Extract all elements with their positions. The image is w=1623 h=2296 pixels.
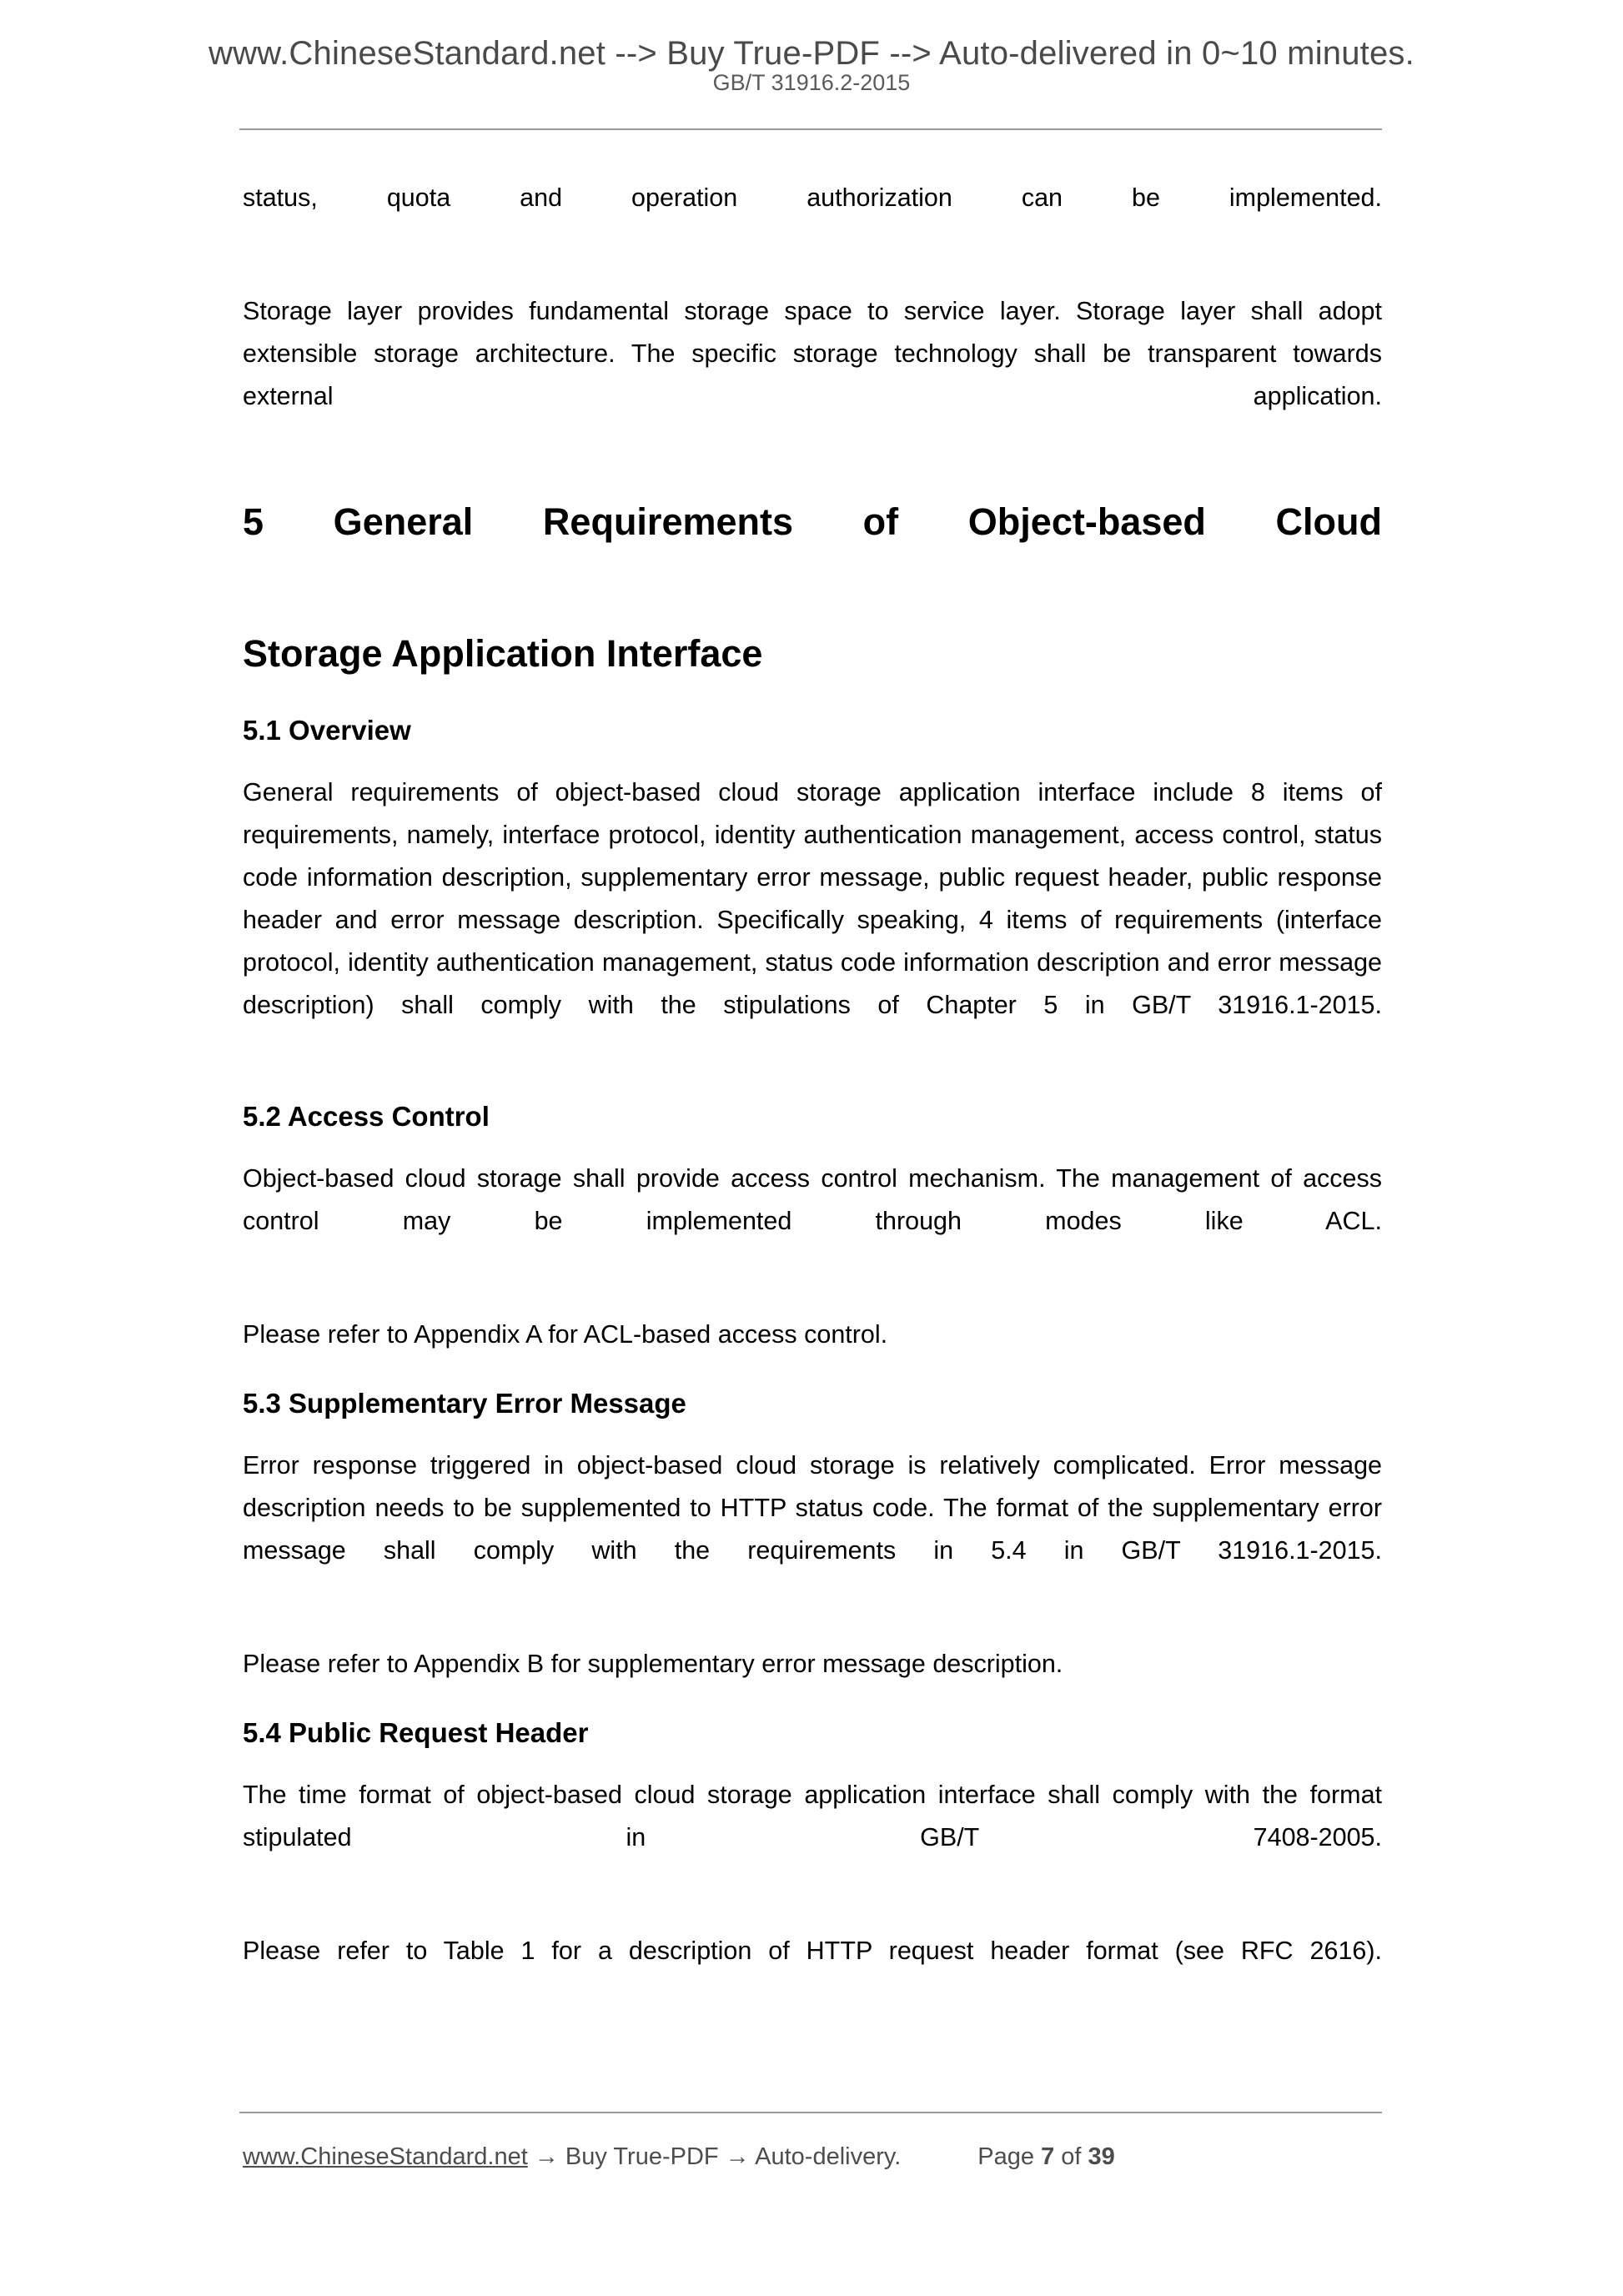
heading-5-1-overview: 5.1 Overview xyxy=(243,715,411,746)
of-label: of xyxy=(1061,2143,1082,2170)
footer-arrow-2-icon: → xyxy=(718,2143,756,2170)
watermark-header xyxy=(0,37,1623,94)
heading-5-3-supplementary-error-message: 5.3 Supplementary Error Message xyxy=(243,1388,686,1419)
paragraph-5-3-appendix-b: Please refer to Appendix B for supplementary error message description. xyxy=(243,1650,1063,1678)
paragraph-5-3-error-response: Error response triggered in object-based cloud storage is relatively complicated. Error message description needs to be supplemented to HTTP status code. The format of the supplementary error message shall comply with the requirements in 5.4 in GB/T 31916.1-2015. xyxy=(243,1451,1382,1565)
paragraph-5-2-access-control: Object-based cloud storage shall provide access control mechanism. The management of access control may be implemented through modes like ACL. xyxy=(243,1164,1382,1235)
footer-delivery-label: Auto-delivery. xyxy=(755,2143,902,2170)
footer-arrow-1-icon: → xyxy=(527,2143,565,2170)
footer-promo xyxy=(243,2143,901,2171)
heading-5-2-access-control: 5.2 Access Control xyxy=(243,1101,490,1132)
chapter-5-title xyxy=(243,489,1382,686)
page-indicator xyxy=(977,2143,1115,2171)
chapter-5-title-line1: 5 General Requirements of Object-based Cloud xyxy=(243,500,1382,543)
paragraph-5-2-appendix-a: Please refer to Appendix A for ACL-based access control. xyxy=(243,1320,888,1349)
footer-buy-label: Buy True-PDF xyxy=(565,2143,719,2170)
footer-divider-rule xyxy=(239,2112,1382,2113)
watermark-promo-text: www.ChineseStandard.net --> Buy True-PDF --> Auto-delivered in 0~10 minutes. xyxy=(209,35,1414,72)
footer-site-link[interactable]: www.ChineseStandard.net xyxy=(243,2143,528,2170)
page-number: 7 xyxy=(1041,2143,1055,2170)
paragraph-5-4-table-1: Please refer to Table 1 for a description of HTTP request header format (see RFC 2616). xyxy=(243,1937,1382,1965)
standard-number-header: GB/T 31916.2-2015 xyxy=(712,70,911,95)
page-total: 39 xyxy=(1088,2143,1115,2170)
paragraph-storage-layer: Storage layer provides fundamental storage space to service layer. Storage layer shall adopt extensible storage architecture. The specific storage technology shall be transparent towards external application. xyxy=(243,297,1382,410)
document-content xyxy=(243,177,1382,2043)
page-footer xyxy=(243,2143,1382,2171)
paragraph-5-4-time-format: The time format of object-based cloud storage application interface shall comply with the format stipulated in GB/T 7408-2005. xyxy=(243,1781,1382,1851)
paragraph-status-quota: status, quota and operation authorization can be implemented. xyxy=(243,183,1382,212)
chapter-5-title-line2: Storage Application Interface xyxy=(243,632,763,675)
page-label: Page xyxy=(977,2143,1035,2170)
heading-5-4-public-request-header: 5.4 Public Request Header xyxy=(243,1717,589,1748)
header-divider-rule xyxy=(239,128,1382,130)
paragraph-5-1-overview: General requirements of object-based cloud storage application interface include 8 items of requirements, namely, interface protocol, identity authentication management, access control, status code information description, supplementary error message, public request header, public response header and error message description. Specifically speaking, 4 items of requirements (interface protocol, identity authentication management, status code information description and error message description) shall comply with the stipulations of Chapter 5 in GB/T 31916.1-2015. xyxy=(243,778,1382,1019)
